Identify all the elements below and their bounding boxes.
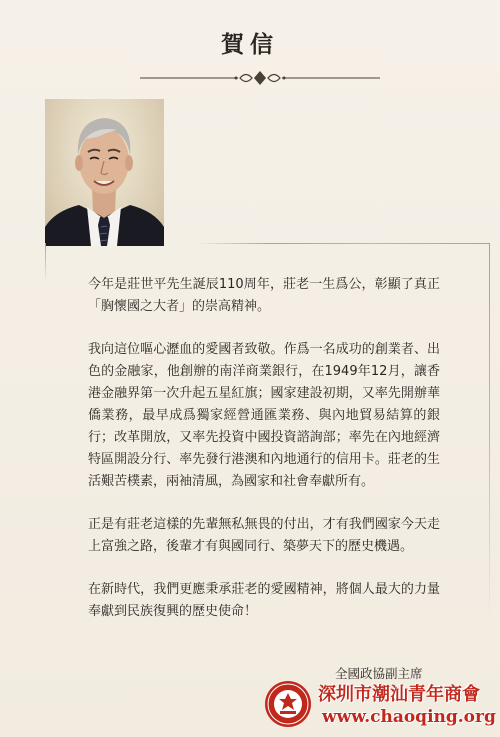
- letter-paragraph-4: 在新時代，我們更應秉承莊老的愛國精神，將個人最大的力量奉獻到民族復興的歷史使命！: [88, 582, 440, 619]
- letter-paragraph-1: 今年是莊世平先生誕辰110周年，莊老一生爲公，彰顯了真正「胸懷國之大者」的崇高精神。: [88, 277, 440, 314]
- letter-body: [88, 274, 440, 644]
- gold-frame-left-line: [45, 243, 46, 283]
- association-seal-logo-icon: [264, 680, 312, 728]
- ornament-divider-icon: [140, 68, 380, 88]
- watermark-url[interactable]: www.chaoqing.org: [322, 707, 496, 727]
- page-title: 賀信: [221, 32, 279, 58]
- letter-paragraph-2: 我向這位嘔心瀝血的愛國者致敬。作爲一名成功的創業者、出色的金融家，他創辦的南洋商業銀行，在1949年12月，讓香港金融界第一次升起五星紅旗；國家建設初期，又率先開辦華僑業務，最早成爲獨家經營通匯業務、與內地貿易結算的銀行；改革開放，又率先投資中國投資諮詢部；率先在內地經濟特區開設分行、率先發行港澳和內地通行的信用卡。莊老的生活艱苦樸素，兩袖清風，為國家和社會奉獻所有。: [88, 342, 440, 489]
- watermark-org-name: 深圳市潮汕青年商會: [318, 684, 480, 705]
- gold-frame-top-line: [196, 243, 490, 244]
- letter-paragraph-3: 正是有莊老這樣的先輩無私無畏的付出，才有我們國家今天走上富強之路，後輩才有與國同行、築夢天下的歷史機遇。: [88, 517, 440, 554]
- gold-frame-right-line: [489, 243, 490, 623]
- signature-title: 全國政協副主席: [335, 666, 423, 681]
- portrait-photo: [45, 99, 164, 246]
